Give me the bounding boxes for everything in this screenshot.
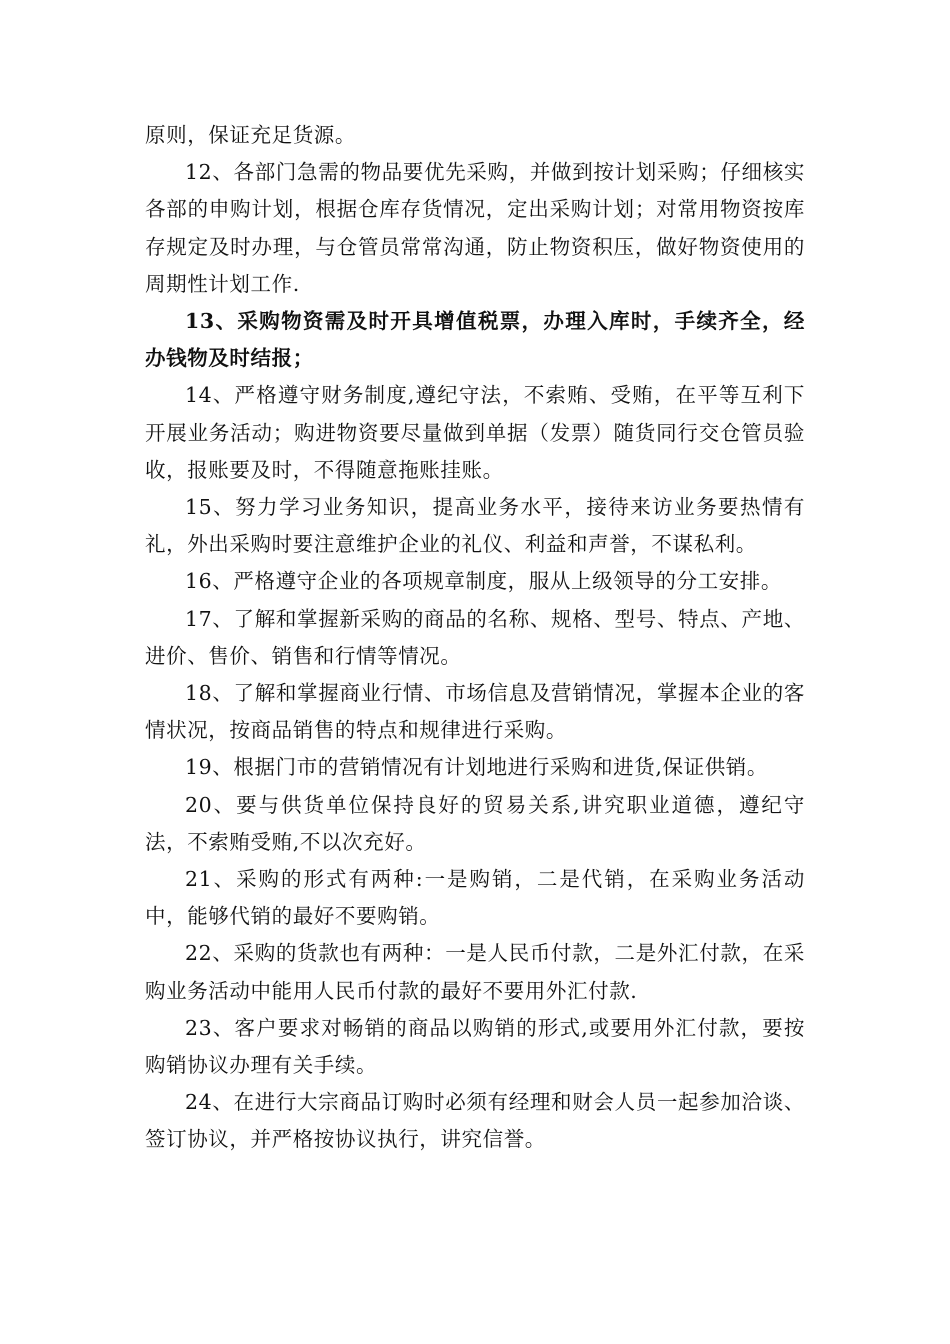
paragraph-item-22: 22、采购的货款也有两种：一是人民币付款，二是外汇付款，在采购业务活动中能用人民币付款的最好不要用外汇付款. [145,941,805,1003]
paragraph-item-18: 18、了解和掌握商业行情、市场信息及营销情况，掌握本企业的客情状况，按商品销售的特点和规律进行采购。 [145,681,805,743]
paragraph-item-19: 19、根据门市的营销情况有计划地进行采购和进货,保证供销。 [185,755,768,780]
paragraph-item-16: 16、严格遵守企业的各项规章制度，服从上级领导的分工安排。 [185,569,782,594]
paragraph-item-17: 17、了解和掌握新采购的商品的名称、规格、型号、特点、产地、进价、售价、销售和行情等情况。 [145,606,805,668]
paragraph-continuation: 原则，保证充足货源。 [145,123,356,147]
paragraph-item-20: 20、要与供货单位保持良好的贸易关系,讲究职业道德，遵纪守法，不索贿受贿,不以次充好。 [145,792,805,854]
document-body [145,117,805,1159]
paragraph-item-15: 15、努力学习业务知识，提高业务水平，接待来访业务要热情有礼，外出采购时要注意维护企业的礼仪、利益和声誉，不谋私利。 [145,495,805,557]
paragraph-item-12: 12、各部门急需的物品要优先采购，并做到按计划采购；仔细核实各部的申购计划，根据仓库存货情况，定出采购计划；对常用物资按库存规定及时办理，与仓管员常常沟通，防止物资积压，做好物资使用的周期性计划工作. [145,160,805,296]
paragraph-item-13: 13、采购物资需及时开具增值税票，办理入库时，手续齐全，经办钱物及时结报； [145,309,805,371]
paragraph-item-23: 23、客户要求对畅销的商品以购销的形式,或要用外汇付款，要按购销协议办理有关手续。 [145,1015,805,1078]
paragraph-item-14: 14、严格遵守财务制度,遵纪守法，不索贿、受贿，在平等互利下开展业务活动；购进物资要尽量做到单据（发票）随货同行交仓管员验收，报账要及时，不得随意拖账挂账。 [145,383,805,482]
paragraph-item-24: 24、在进行大宗商品订购时必须有经理和财会人员一起参加洽谈、签订协议，并严格按协议执行，讲究信誉。 [145,1090,805,1152]
paragraph-item-21: 21、采购的形式有两种:一是购销，二是代销，在采购业务活动中，能够代销的最好不要购销。 [145,867,805,929]
